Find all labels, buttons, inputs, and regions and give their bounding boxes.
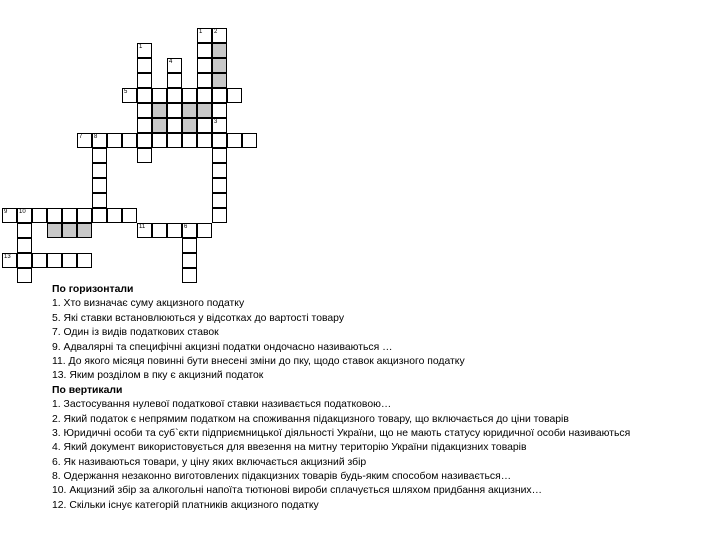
clue-number: 7: [79, 134, 83, 140]
crossword-cell[interactable]: [197, 43, 212, 58]
crossword-cell[interactable]: [212, 103, 227, 118]
crossword-cell[interactable]: [197, 88, 212, 103]
crossword-cell[interactable]: [197, 133, 212, 148]
across-heading: По горизонтали: [52, 284, 134, 295]
crossword-cell[interactable]: [212, 43, 227, 58]
crossword-cell[interactable]: [92, 148, 107, 163]
crossword-cell[interactable]: [167, 223, 182, 238]
down-clue-8: 8. Одержання незаконно виготовлених підакцизних товарів будь-яким способом називається…: [52, 471, 512, 483]
crossword-cell[interactable]: [137, 103, 152, 118]
across-clue-5: 5. Які ставки встановлюються у відсотках до вартості товару: [52, 312, 345, 324]
clue-number: 13: [4, 254, 11, 260]
crossword-cell[interactable]: [92, 163, 107, 178]
crossword-cell[interactable]: [107, 133, 122, 148]
crossword-cell[interactable]: [17, 253, 32, 268]
crossword-cell[interactable]: [212, 163, 227, 178]
across-clue-13: 13. Яким розділом в пку є акцизний податок: [52, 370, 264, 382]
crossword-cell[interactable]: [197, 103, 212, 118]
crossword-cell[interactable]: [167, 103, 182, 118]
crossword-cell[interactable]: [92, 208, 107, 223]
crossword-cell[interactable]: [212, 58, 227, 73]
across-clue-1: 1. Хто визначає суму акцизного податку: [52, 298, 245, 310]
clues-panel: [52, 283, 720, 513]
crossword-cell[interactable]: [137, 148, 152, 163]
crossword-cell[interactable]: [17, 223, 32, 238]
crossword-cell[interactable]: [62, 208, 77, 223]
crossword-cell[interactable]: [197, 73, 212, 88]
crossword-cell[interactable]: [182, 118, 197, 133]
down-clue-1: 1. Застосування нулевої податкової ставки називається податковою…: [52, 399, 392, 411]
crossword-cell[interactable]: [182, 103, 197, 118]
crossword-cell[interactable]: [137, 88, 152, 103]
crossword-cell[interactable]: [47, 253, 62, 268]
crossword-cell[interactable]: [212, 148, 227, 163]
crossword-cell[interactable]: [47, 208, 62, 223]
clue-number: 11: [139, 224, 146, 230]
crossword-cell[interactable]: [197, 223, 212, 238]
crossword-cell[interactable]: [197, 58, 212, 73]
crossword-cell[interactable]: [212, 73, 227, 88]
crossword-cell[interactable]: [77, 253, 92, 268]
clue-number: 1: [139, 44, 143, 50]
crossword-cell[interactable]: [212, 133, 227, 148]
clue-number: 9: [4, 209, 8, 215]
across-clue-7: 7. Один із видів податкових ставок: [52, 327, 219, 339]
clue-number: 8: [94, 134, 98, 140]
crossword-cell[interactable]: [47, 223, 62, 238]
down-clue-10: 10. Акцизний збір за алкогольні напоїта тютюнові вироби сплачується шляхом придбання акцизних…: [52, 485, 542, 497]
crossword-cell[interactable]: [227, 133, 242, 148]
crossword-cell[interactable]: [137, 58, 152, 73]
clue-number: 1: [199, 29, 203, 35]
across-clue-9: 9. Адвалярні та специфічні акцизні податки ондочасно називаються …: [52, 341, 393, 353]
clue-number: 2: [214, 29, 218, 35]
down-clue-4: 4. Який документ використовується для ввезення на митну територію України підакцизних товарів: [52, 442, 527, 454]
crossword-cell[interactable]: [32, 208, 47, 223]
crossword-cell[interactable]: [167, 118, 182, 133]
crossword-cell[interactable]: [197, 118, 212, 133]
crossword-cell[interactable]: [32, 253, 47, 268]
across-clue-11: 11. До якого місяця повинні бути внесені зміни до пку, щодо ставок акцизного податку: [52, 355, 465, 367]
crossword-cell[interactable]: [212, 208, 227, 223]
crossword-cell[interactable]: [137, 73, 152, 88]
crossword-cell[interactable]: [152, 133, 167, 148]
crossword-cell[interactable]: [182, 253, 197, 268]
clue-number: 3: [214, 119, 218, 125]
crossword-cell[interactable]: [182, 88, 197, 103]
crossword-cell[interactable]: [137, 133, 152, 148]
crossword-cell[interactable]: [167, 133, 182, 148]
crossword-cell[interactable]: [242, 133, 257, 148]
crossword-cell[interactable]: [122, 133, 137, 148]
crossword-cell[interactable]: [77, 208, 92, 223]
crossword-cell[interactable]: [77, 223, 92, 238]
crossword-cell[interactable]: [152, 223, 167, 238]
crossword-cell[interactable]: [182, 133, 197, 148]
clue-number: 10: [19, 209, 26, 215]
crossword-cell[interactable]: [122, 208, 137, 223]
crossword-cell[interactable]: [92, 193, 107, 208]
crossword-cell[interactable]: [17, 268, 32, 283]
crossword-cell[interactable]: [182, 238, 197, 253]
crossword-cell[interactable]: [212, 178, 227, 193]
crossword-cell[interactable]: [212, 88, 227, 103]
crossword-cell[interactable]: [227, 88, 242, 103]
crossword-cell[interactable]: [107, 208, 122, 223]
crossword-cell[interactable]: [62, 223, 77, 238]
clue-number: 6: [184, 224, 188, 230]
crossword-cell[interactable]: [152, 118, 167, 133]
crossword-cell[interactable]: [137, 118, 152, 133]
crossword-cell[interactable]: [212, 193, 227, 208]
clue-number: 4: [169, 59, 173, 65]
crossword-cell[interactable]: [182, 268, 197, 283]
crossword-cell[interactable]: [152, 88, 167, 103]
down-clue-12: 12. Скільки існує категорій платників акцизного податку: [52, 499, 319, 511]
down-clue-2: 2. Який податок є непрямим податком на споживання підакцизного товару, що включається до ціни товарів: [52, 413, 569, 425]
down-heading: По вертикали: [52, 384, 123, 396]
crossword-cell[interactable]: [92, 178, 107, 193]
crossword-cell[interactable]: [152, 103, 167, 118]
down-clue-6: 6. Як називаються товари, у ціну яких включається акцизний збір: [52, 456, 367, 468]
crossword-cell[interactable]: [17, 238, 32, 253]
crossword-cell[interactable]: [62, 253, 77, 268]
down-clue-3: 3. Юридичні особи та суб`єкти підприємницької діяльності України, що не мають статусу юридичної особи називаються: [52, 427, 631, 439]
crossword-cell[interactable]: [167, 73, 182, 88]
crossword-cell[interactable]: [167, 88, 182, 103]
clue-number: 5: [124, 89, 128, 95]
